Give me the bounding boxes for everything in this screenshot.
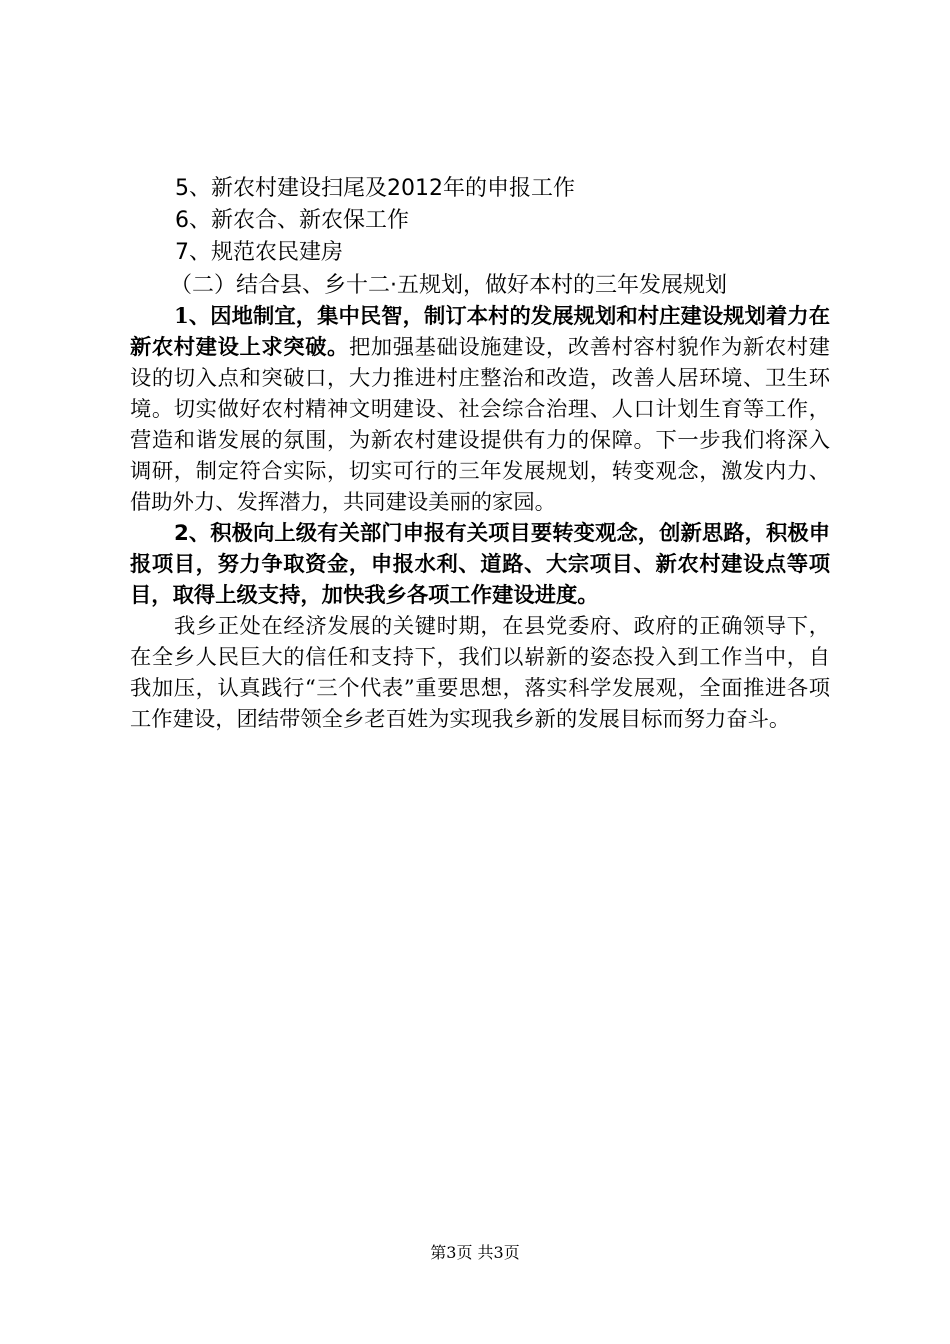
- paragraph-project-application: 2、积极向上级有关部门申报有关项目要转变观念，创新思路，积极申报项目，努力争取资金，申报水利、道路、大宗项目、新农村建设点等项目，取得上级支持，加快我乡各项工作建设进度。: [130, 521, 830, 608]
- document-body: [130, 174, 830, 735]
- list-item-5: 5、新农村建设扫尾及2012年的申报工作: [175, 176, 575, 201]
- paragraph-conclusion: 我乡正处在经济发展的关键时期，在县党委府、政府的正确领导下，在全乡人民巨大的信任和支持下，我们以崭新的姿态投入到工作当中，自我加压，认真践行“三个代表”重要思想，落实科学发展观，全面推进各项工作建设，团结带领全乡老百姓为实现我乡新的发展目标而努力奋斗。: [130, 614, 830, 732]
- paragraph-lead: 1、因地制宜，集中民智，制订本村的发展规划和村庄建设规划着力在新农村建设上求突破。: [130, 304, 830, 360]
- list-item-7: 7、规范农民建房: [175, 240, 343, 265]
- paragraph-development-plan: [130, 301, 830, 518]
- list-item-6: 6、新农合、新农保工作: [175, 208, 409, 233]
- paragraph-body: 把加强基础设施建设，改善村容村貌作为新农村建设的切入点和突破口，大力推进村庄整治和改造，改善人居环境、卫生环境。切实做好农村精神文明建设、社会综合治理、人口计划生育等工作，营造和谐发展的氛围，为新农村建设提供有力的保障。下一步我们将深入调研，制定符合实际，切实可行的三年发展规划，转变观念，激发内力、借助外力、发挥潜力，共同建设美丽的家园。: [130, 335, 830, 515]
- page-footer: 第3页 共3页: [430, 1243, 520, 1262]
- section-heading: （二）结合县、乡十二·五规划，做好本村的三年发展规划: [170, 273, 727, 298]
